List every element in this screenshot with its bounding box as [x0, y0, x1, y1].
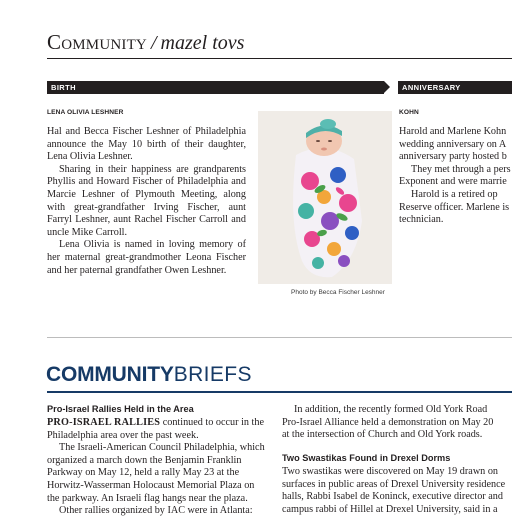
- briefs-rule: [47, 391, 512, 393]
- anniversary-line: Harold and Marlene Kohn: [399, 126, 507, 137]
- birth-bar-label: BIRTH: [51, 83, 76, 92]
- brief-line-text: continued to occur in the: [162, 417, 264, 428]
- brief-headline: Pro-Israel Rallies Held in the Area: [47, 404, 194, 414]
- brief-line: Horwitz-Wasserman Holocaust Memorial Plaza on: [47, 479, 255, 491]
- brief-headline: Two Swastikas Found in Drexel Dorms: [282, 453, 451, 463]
- photo-caption: Photo by Becca Fischer Leshner: [291, 289, 385, 296]
- birth-bar-tip: [384, 81, 390, 93]
- brief-body-col2-bottom: [282, 466, 512, 516]
- birth-paragraph: Lena Olivia is named in loving memory of her maternal great-grandmother Leona Fischer and her paternal grandfather Owen Leshner.: [47, 239, 246, 276]
- briefs-heading-bold: COMMUNITY: [46, 363, 174, 386]
- section-subtitle: mazel tovs: [160, 32, 245, 54]
- anniversary-line: They met through a pers: [411, 163, 511, 175]
- section-title: Community: [47, 30, 147, 54]
- page-header: [47, 30, 244, 55]
- anniversary-bar-label: ANNIVERSARY: [402, 83, 461, 92]
- anniversary-announcement-name: KOHN: [399, 109, 419, 116]
- anniversary-line: wedding anniversary on A: [399, 138, 507, 150]
- anniversary-line: Harold is a retired op: [411, 188, 498, 200]
- birth-paragraph: Sharing in their happiness are grandparents Phyllis and Howard Fischer of Philadelphia and Marcie Leshner of Plymouth Meeting, along with great-grandfather Irving Fischer, aunt Farryl Leshner, aunt Rachel Fischer Carroll and uncle Mike Carroll.: [47, 163, 246, 238]
- birth-paragraph: Hal and Becca Fischer Leshner of Philadelphia announce the May 10 birth of their daughter, Lena Olivia Leshner.: [47, 126, 246, 163]
- brief-line: Parkway on May 12, held a rally May 23 at the: [47, 467, 240, 479]
- anniversary-section-bar: [398, 81, 512, 94]
- brief-line: In addition, the recently formed Old York Road: [294, 404, 488, 415]
- anniversary-line: Reserve officer. Marlene is: [399, 201, 510, 213]
- brief-line: halls, Rabbi Isabel de Koninck, executive director and: [282, 491, 503, 503]
- anniversary-line: anniversary party hosted b: [399, 151, 507, 163]
- brief-lead: PRO-ISRAEL RALLIES: [47, 417, 161, 428]
- brief-line: The Israeli-American Council Philadelphia, which: [59, 442, 265, 454]
- anniversary-announcement-body: [399, 126, 512, 227]
- birth-announcement-body: [47, 126, 246, 277]
- brief-line: Other rallies organized by IAC were in Atlanta:: [59, 505, 253, 517]
- brief-body-col2-top: [282, 404, 512, 442]
- brief-line: Two swastikas were discovered on May 19 drawn on: [282, 466, 499, 477]
- brief-line: the parkway. An Israeli flag hangs near the plaza.: [47, 492, 248, 504]
- anniversary-line: Exponent and were marrie: [399, 176, 507, 188]
- baby-photo: [258, 111, 392, 284]
- brief-line: Philadelphia area over the past week.: [47, 429, 199, 441]
- header-separator: /: [150, 32, 157, 54]
- brief-line: [47, 417, 273, 430]
- community-briefs-heading: [46, 363, 252, 387]
- brief-line: Pro-Israel Alliance held a demonstration on May 20: [282, 416, 494, 428]
- section-divider: [47, 337, 512, 338]
- birth-section-bar: [47, 81, 384, 94]
- brief-line: campus rabbi of Hillel at Drexel University, said in a: [282, 503, 498, 515]
- anniversary-line: technician.: [399, 214, 444, 226]
- brief-body-col1: [47, 417, 273, 518]
- brief-line: surfaces in public areas of Drexel University residence: [282, 478, 506, 490]
- baby-photo-illustration: [258, 111, 392, 284]
- header-rule: [47, 58, 512, 59]
- briefs-heading-light: BRIEFS: [173, 363, 252, 386]
- birth-announcement-name: LENA OLIVIA LESHNER: [47, 109, 124, 116]
- brief-line: at the intersection of Church and Old York roads.: [282, 429, 483, 441]
- brief-line: organized a march down the Benjamin Franklin: [47, 454, 242, 466]
